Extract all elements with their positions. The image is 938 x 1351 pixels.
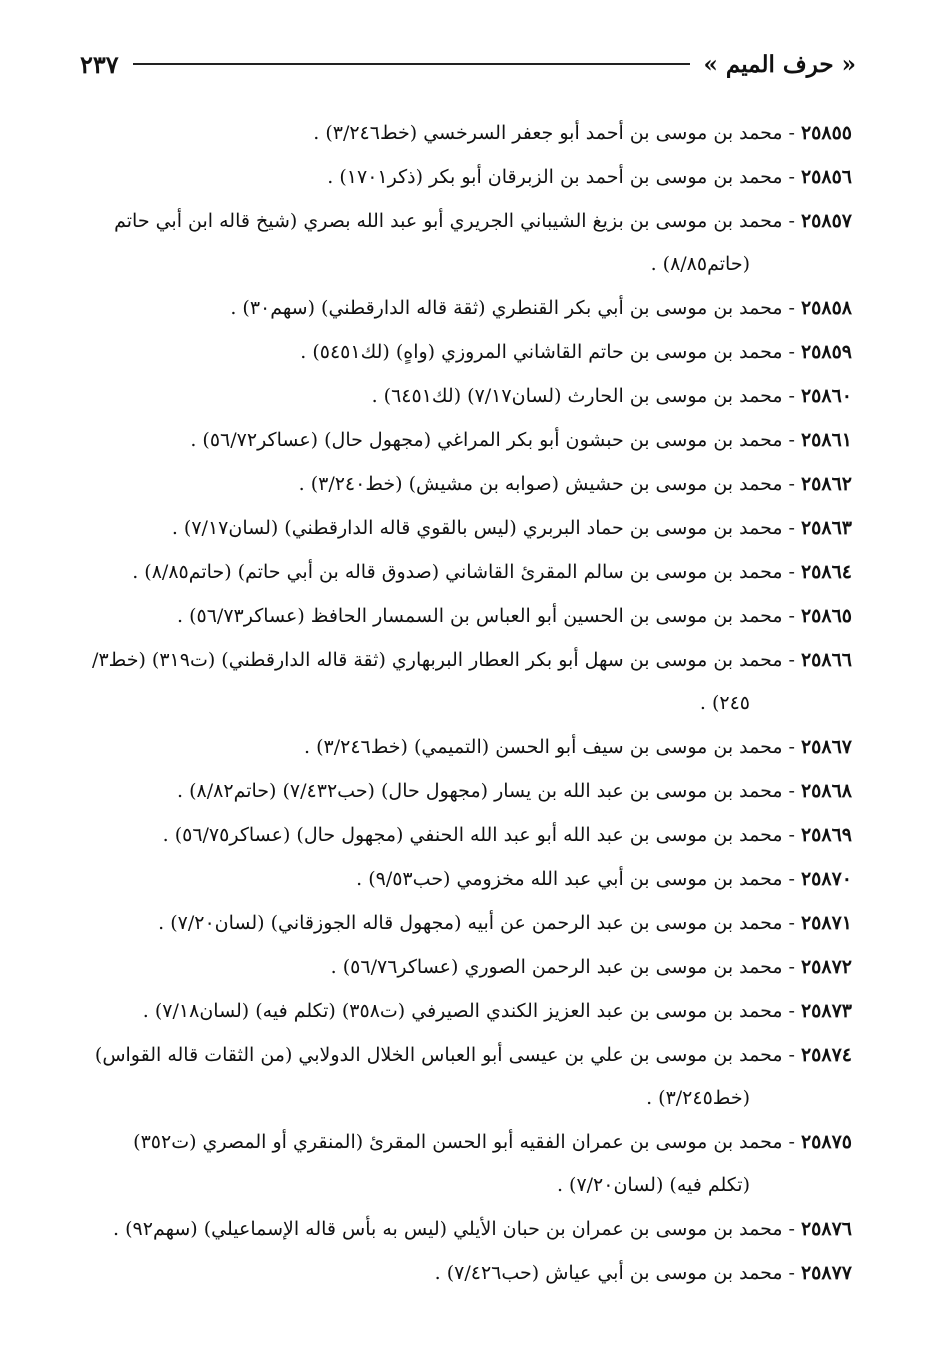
entry-text: محمد بن موسى بن عمران الفقيه أبو الحسن المقرئ (المنقري أو المصري (ت٣٥٢)	[133, 1131, 783, 1153]
entry-number: ٢٥٨٦٦	[800, 649, 852, 671]
entry-dash: -	[788, 1262, 795, 1284]
entry-text: محمد بن موسى بن عبد الرحمن الصوري (عساكر٥٦/٧٦) .	[330, 956, 783, 978]
entry-dash: -	[788, 605, 795, 627]
entry-text: محمد بن موسى بن أبي عبد الله مخزومي (حب٩/٥٣) .	[356, 868, 783, 890]
entry-dash: -	[788, 210, 795, 232]
entry-text: محمد بن موسى بن بزيغ الشيباني الجريري أبو عبد الله بصري (شيخ قاله ابن أبي حاتم	[114, 210, 783, 232]
entry-number: ٢٥٨٧٦	[800, 1218, 852, 1240]
entry-dash: -	[788, 1000, 795, 1022]
entry-item	[86, 639, 852, 725]
entry-text: محمد بن موسى بن حبشون أبو بكر المراغي (مجهول حال) (عساكر٥٦/٧٢) .	[190, 429, 783, 451]
entry-number: ٢٥٨٥٩	[800, 341, 852, 363]
entry-item	[86, 156, 852, 199]
entry-text: محمد بن موسى بن أبي عياش (حب٧/٤٢٦) .	[434, 1262, 783, 1284]
entry-item	[86, 595, 852, 638]
entry-text: محمد بن موسى بن أبي بكر القنطري (ثقة قاله الدارقطني) (سهم٣٠) .	[230, 297, 783, 319]
entry-text: محمد بن موسى بن الحارث (لسان٧/١٧) (لك٦٤٥١) .	[371, 385, 783, 407]
entry-text: محمد بن موسى بن علي بن عيسى أبو العباس الخلال الدولابي (من الثقات قاله القواس)	[94, 1044, 783, 1066]
entry-number: ٢٥٨٦٧	[800, 736, 852, 758]
entry-dash: -	[788, 868, 795, 890]
entry-list	[86, 112, 852, 1296]
entry-text: محمد بن موسى بن عبد العزيز الكندي الصيرفي (ت٣٥٨) (تكلم فيه) (لسان٧/١٨) .	[142, 1000, 783, 1022]
entry-dash: -	[788, 385, 795, 407]
entry-number: ٢٥٨٦٤	[800, 561, 852, 583]
entry-item	[86, 1121, 852, 1207]
entry-dash: -	[788, 166, 795, 188]
entry-item	[86, 419, 852, 462]
entry-item	[86, 990, 852, 1033]
entry-item	[86, 1034, 852, 1120]
entry-continuation: ٢٤٥) .	[699, 692, 750, 714]
entry-text: محمد بن موسى بن الحسين أبو العباس بن السمسار الحافظ (عساكر٥٦/٧٣) .	[177, 605, 783, 627]
entry-dash: -	[788, 912, 795, 934]
page-number: ٢٣٧	[80, 49, 119, 79]
entry-dash: -	[788, 473, 795, 495]
entry-text: محمد بن موسى بن عمران بن حبان الأيلي (ليس به بأس قاله الإسماعيلي) (سهم٩٢) .	[113, 1218, 783, 1240]
entry-number: ٢٥٨٦٥	[800, 605, 852, 627]
entry-dash: -	[788, 122, 795, 144]
entry-dash: -	[788, 297, 795, 319]
entry-number: ٢٥٨٧٣	[800, 1000, 852, 1022]
header-rule	[133, 63, 690, 65]
entry-text: محمد بن موسى بن أحمد أبو جعفر السرخسي (خط٣/٢٤٦) .	[313, 122, 783, 144]
entry-number: ٢٥٨٧١	[800, 912, 852, 934]
entry-dash: -	[788, 780, 795, 802]
entry-item	[86, 375, 852, 418]
entry-item	[86, 551, 852, 594]
entry-continuation: (حاتم٨/٨٥) .	[650, 253, 750, 275]
entry-number: ٢٥٨٥٧	[800, 210, 852, 232]
entry-item	[86, 1252, 852, 1295]
entry-continuation: (خط٣/٢٤٥) .	[646, 1087, 750, 1109]
entry-item	[86, 726, 852, 769]
entry-text: محمد بن موسى بن سالم المقرئ القاشاني (صدوق قاله بن أبي حاتم) (حاتم٨/٨٥) .	[132, 561, 783, 583]
entry-dash: -	[788, 1218, 795, 1240]
entry-item	[86, 858, 852, 901]
entry-dash: -	[788, 649, 795, 671]
entry-number: ٢٥٨٧٤	[800, 1044, 852, 1066]
entry-text: محمد بن موسى بن حماد البربري (ليس بالقوي قاله الدارقطني) (لسان٧/١٧) .	[171, 517, 783, 539]
running-title: « حرف الميم »	[703, 50, 856, 78]
entry-number: ٢٥٨٦٢	[800, 473, 852, 495]
entry-number: ٢٥٨٧٢	[800, 956, 852, 978]
entry-dash: -	[788, 341, 795, 363]
entry-number: ٢٥٨٧٧	[800, 1262, 852, 1284]
entry-dash: -	[788, 1044, 795, 1066]
entry-number: ٢٥٨٧٥	[800, 1131, 852, 1153]
entry-item	[86, 200, 852, 286]
entry-number: ٢٥٨٦٩	[800, 824, 852, 846]
entry-text: محمد بن موسى بن حاتم القاشاني المروزي (واهٍ) (لك٥٤٥١) .	[300, 341, 783, 363]
entry-text: محمد بن موسى بن أحمد بن الزبرقان أبو بكر (ذكر١٧٠١) .	[327, 166, 783, 188]
entry-number: ٢٥٨٧٠	[800, 868, 852, 890]
entry-number: ٢٥٨٦٨	[800, 780, 852, 802]
entry-text: محمد بن موسى بن عبد الله أبو عبد الله الحنفي (مجهول حال) (عساكر٥٦/٧٥) .	[162, 824, 783, 846]
entry-dash: -	[788, 824, 795, 846]
entry-continuation: (تكلم فيه) (لسان٧/٢٠) .	[556, 1174, 750, 1196]
entry-dash: -	[788, 429, 795, 451]
entry-item	[86, 331, 852, 374]
entry-item	[86, 902, 852, 945]
entry-item	[86, 463, 852, 506]
entry-dash: -	[788, 517, 795, 539]
entry-item	[86, 287, 852, 330]
entry-number: ٢٥٨٥٨	[800, 297, 852, 319]
entry-dash: -	[788, 956, 795, 978]
entry-number: ٢٥٨٦٣	[800, 517, 852, 539]
entry-item	[86, 507, 852, 550]
entry-text: محمد بن موسى بن سيف أبو الحسن (التميمي) (خط٣/٢٤٦) .	[304, 736, 783, 758]
entry-number: ٢٥٨٥٦	[800, 166, 852, 188]
entry-dash: -	[788, 561, 795, 583]
entry-item	[86, 814, 852, 857]
entry-item	[86, 1208, 852, 1251]
entry-number: ٢٥٨٥٥	[800, 122, 852, 144]
entry-text: محمد بن موسى بن حشيش (صوابه بن مشيش) (خط٣/٢٤٠) .	[298, 473, 783, 495]
entry-dash: -	[788, 736, 795, 758]
entry-text: محمد بن موسى بن عبد الله بن يسار (مجهول حال) (حب٧/٤٣٢) (حاتم٨/٨٢) .	[177, 780, 783, 802]
page-header	[80, 44, 856, 84]
entry-number: ٢٥٨٦١	[800, 429, 852, 451]
entry-text: محمد بن موسى بن سهل أبو بكر العطار البربهاري (ثقة قاله الدارقطني) (ت٣١٩) (خط٣/	[92, 649, 783, 671]
entry-text: محمد بن موسى بن عبد الرحمن عن أبيه (مجهول قاله الجوزقاني) (لسان٧/٢٠) .	[158, 912, 783, 934]
entry-item	[86, 946, 852, 989]
entry-number: ٢٥٨٦٠	[800, 385, 852, 407]
entry-item	[86, 770, 852, 813]
entry-dash: -	[788, 1131, 795, 1153]
entry-item	[86, 112, 852, 155]
